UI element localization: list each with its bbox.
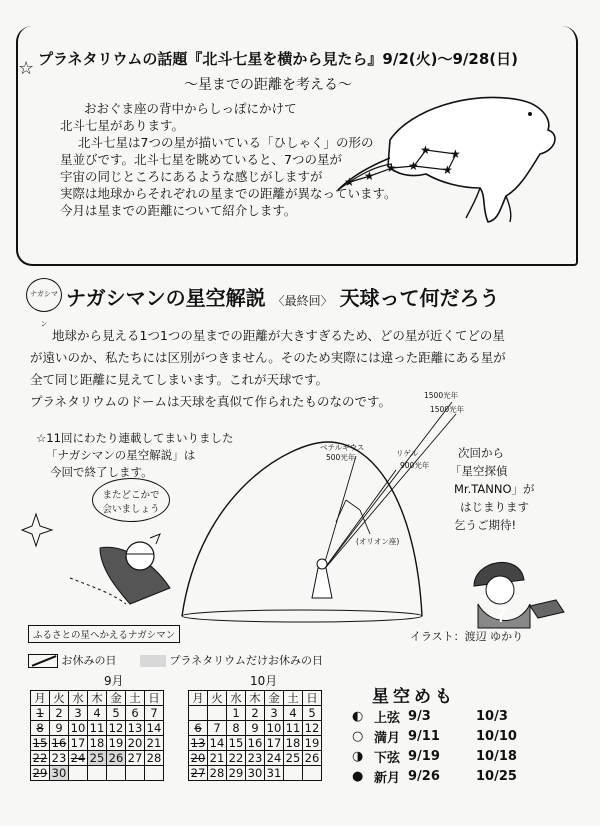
calendar-day (208, 706, 227, 721)
calendar-day: 6 (189, 721, 208, 736)
note-line: 今回で終了します。 (50, 465, 153, 479)
next-series-note (450, 444, 535, 534)
calendar-day: 16 (50, 736, 69, 751)
svg-text:★: ★ (386, 161, 397, 175)
calendar-day: 1 (31, 706, 50, 721)
topic-title: プラネタリウムの話題『北斗七星を横から見たら』9/2(火)～9/28(日) (38, 50, 518, 68)
moon-oct-date: 10/25 (476, 768, 517, 784)
moon-phase-icon: ◐ (352, 708, 364, 724)
label-orion: (オリオン座) (356, 537, 400, 546)
calendar-day: 29 (227, 766, 246, 781)
calendar-day: 16 (246, 736, 265, 751)
calendar-day: 24 (265, 751, 284, 766)
next-line: 次回から (458, 446, 504, 460)
weekday-header: 木 (246, 691, 265, 706)
moon-phase-row (352, 726, 536, 746)
moon-oct-date: 10/3 (476, 708, 508, 724)
moon-sept-date: 9/3 (408, 708, 431, 724)
illustration-credit: イラスト：渡辺 ゆかり (410, 630, 524, 643)
calendar-day: 3 (265, 706, 284, 721)
moon-sept-date: 9/11 (408, 728, 440, 744)
section-title-tag: 〈最終回〉 (272, 294, 333, 308)
calendar-day: 2 (246, 706, 265, 721)
label-rigel: リゲル (396, 449, 419, 458)
dome-diagram (160, 372, 465, 620)
calendar-day: 10 (69, 721, 88, 736)
weekday-header: 火 (50, 691, 69, 706)
topic-line: 北斗七星があります。 (60, 118, 185, 133)
calendar-day: 4 (88, 706, 107, 721)
section-title (66, 282, 500, 311)
calendar-day: 26 (107, 751, 126, 766)
moon-phase-list (352, 706, 536, 786)
section-title-main: ナガシマンの星空解説 (66, 286, 266, 310)
great-bear-illustration (330, 70, 560, 250)
planetarium-closed-swatch (140, 655, 166, 667)
oct-label: 10月 (250, 674, 278, 688)
calendar-day: 4 (284, 706, 303, 721)
section-title-sub: 天球って何だろう (339, 286, 500, 310)
moon-phase-name: 満月 (374, 730, 401, 746)
next-line: Mr.TANNO」が (454, 482, 535, 496)
sept-label: 9月 (104, 674, 124, 688)
calendar-day: 7 (145, 706, 164, 721)
nagashiman-badge: ナガシマン (26, 278, 62, 312)
calendar-day: 28 (145, 751, 164, 766)
calendar-day: 8 (227, 721, 246, 736)
calendar-day: 30 (246, 766, 265, 781)
calendar-day: 5 (303, 706, 322, 721)
moon-sept-date: 9/26 (408, 768, 440, 784)
calendar-day: 12 (107, 721, 126, 736)
calendar-day: 22 (227, 751, 246, 766)
calendar-day: 24 (69, 751, 88, 766)
note-line: 「ナガシマンの星空解説」は (46, 448, 196, 462)
detective-illustration (460, 546, 570, 628)
calendar-day (189, 706, 208, 721)
legend-planetarium-closed (140, 652, 323, 668)
calendar-day (126, 766, 145, 781)
next-line: 乞うご期待! (454, 518, 517, 532)
section-line: プラネタリウムのドームは天球を真似て作られたものなのです。 (30, 394, 392, 409)
moon-phase-name: 新月 (374, 770, 401, 786)
calendar-day (284, 766, 303, 781)
calendar-day: 15 (227, 736, 246, 751)
calendar-day: 22 (31, 751, 50, 766)
moon-phase-name: 下弦 (374, 750, 401, 766)
calendar-day: 9 (50, 721, 69, 736)
calendar-day: 20 (189, 751, 208, 766)
legend-closed-label: お休みの日 (61, 654, 117, 667)
weekday-header: 水 (69, 691, 88, 706)
weekday-header: 月 (189, 691, 208, 706)
calendar-day: 23 (246, 751, 265, 766)
moon-memo-title: 星空めも (372, 687, 456, 707)
moon-phase-row (352, 746, 536, 766)
topic-line: 今月は星までの距離について紹介します。 (60, 203, 297, 218)
character-caption: ふるさとの星へかえるナガシマン (28, 625, 180, 643)
moon-oct-date: 10/10 (476, 728, 517, 744)
nagashiman-illustration (30, 508, 190, 618)
calendar-day: 8 (31, 721, 50, 736)
moon-phase-icon: ● (352, 768, 364, 784)
label-rigel-dist: 900光年 (400, 461, 430, 470)
calendar-day (107, 766, 126, 781)
moon-phase-icon: ◑ (352, 748, 364, 764)
calendar-day: 30 (50, 766, 69, 781)
weekday-header: 火 (208, 691, 227, 706)
calendar-day: 18 (284, 736, 303, 751)
calendar-day: 17 (69, 736, 88, 751)
topic-line: 星並びです。北斗七星を眺めていると、7つの星が (60, 152, 342, 167)
calendar-day: 18 (88, 736, 107, 751)
section-line: が遠いのか、私たちには区別がつきません。そのため実際には違った距離にある星が (30, 350, 506, 365)
weekday-header: 土 (126, 691, 145, 706)
sept-calendar (30, 690, 164, 781)
calendar-day: 10 (265, 721, 284, 736)
label-bet-dist: 500光年 (326, 453, 356, 462)
calendar-day: 7 (208, 721, 227, 736)
calendar-day: 12 (303, 721, 322, 736)
moon-phase-name: 上弦 (374, 710, 401, 726)
topic-line: 北斗七星は7つの星が描いている「ひしゃく」の形の (78, 135, 374, 150)
calendar-day: 31 (265, 766, 284, 781)
svg-text:★: ★ (450, 147, 461, 161)
calendar-day: 1 (227, 706, 246, 721)
calendar-day: 21 (208, 751, 227, 766)
calendar-day: 17 (265, 736, 284, 751)
calendar-day: 11 (284, 721, 303, 736)
bubble-line: 会いましょう (102, 504, 160, 515)
topic-subtitle: ～星までの距離を考える～ (184, 77, 352, 93)
calendar-day: 11 (88, 721, 107, 736)
section-line: 地球から見える1つ1つの星までの距離が大きすぎるため、どの星が近くてどの星 (52, 328, 505, 343)
moon-phase-icon: ○ (352, 728, 364, 744)
next-line: 「星空探偵 (450, 464, 508, 478)
calendar-day: 6 (126, 706, 145, 721)
svg-text:★: ★ (364, 169, 375, 183)
calendar-day: 23 (50, 751, 69, 766)
calendar-day: 21 (145, 736, 164, 751)
calendar-day: 25 (284, 751, 303, 766)
label-far2: 1500光年 (430, 405, 465, 414)
weekday-header: 日 (303, 691, 322, 706)
label-far1: 1500光年 (424, 391, 459, 400)
legend-planetarium-closed-label: プラネタリウムだけお休みの日 (169, 654, 324, 667)
calendar-day: 27 (189, 766, 208, 781)
weekday-header: 木 (88, 691, 107, 706)
weekday-header: 日 (145, 691, 164, 706)
weekday-header: 水 (227, 691, 246, 706)
topic-line: おおぐま座の背中からしっぽにかけて (84, 101, 297, 116)
calendar-day (145, 766, 164, 781)
calendar-day: 2 (50, 706, 69, 721)
calendar-day: 9 (246, 721, 265, 736)
calendar-day: 14 (145, 721, 164, 736)
final-note (36, 430, 233, 481)
calendar-day: 19 (107, 736, 126, 751)
weekday-header: 月 (31, 691, 50, 706)
moon-oct-date: 10/18 (476, 748, 517, 764)
weekday-header: 土 (284, 691, 303, 706)
svg-text:★: ★ (420, 143, 431, 157)
moon-sept-date: 9/19 (408, 748, 440, 764)
calendar-day: 26 (303, 751, 322, 766)
calendar-day: 28 (208, 766, 227, 781)
calendar-day: 25 (88, 751, 107, 766)
calendar-day (69, 766, 88, 781)
section-line: 全て同じ距離に見えてしまいます。これが天球です。 (30, 372, 329, 387)
calendar-day: 27 (126, 751, 145, 766)
closed-swatch (28, 654, 58, 668)
calendar-day: 19 (303, 736, 322, 751)
moon-phase-row (352, 706, 536, 726)
bubble-line: またどこかで (102, 490, 160, 501)
calendar-day: 13 (126, 721, 145, 736)
star-icon: ☆ (18, 58, 35, 79)
svg-text:?: ? (496, 603, 507, 627)
next-line: はじまります (460, 500, 529, 514)
legend-closed (28, 652, 117, 668)
topic-line: 宇宙の同じところにあるような感じがしますが (60, 169, 323, 184)
calendar-day: 14 (208, 736, 227, 751)
weekday-header: 金 (107, 691, 126, 706)
weekday-header: 金 (265, 691, 284, 706)
calendar-day (303, 766, 322, 781)
calendar-day (88, 766, 107, 781)
oct-calendar (188, 690, 322, 781)
svg-text:★: ★ (442, 163, 453, 177)
svg-text:★: ★ (344, 175, 355, 189)
calendar-day: 3 (69, 706, 88, 721)
calendar-day: 20 (126, 736, 145, 751)
calendar-day: 13 (189, 736, 208, 751)
label-betelgeuse: ベテルギウス (320, 443, 365, 452)
calendar-day: 5 (107, 706, 126, 721)
moon-phase-row (352, 766, 536, 786)
svg-text:★: ★ (408, 159, 419, 173)
calendar-day: 15 (31, 736, 50, 751)
topic-line: 実際は地球からそれぞれの星までの距離が異なっています。 (60, 186, 397, 201)
note-line: ☆11回にわたり連載してまいりました (36, 431, 234, 445)
calendar-day: 29 (31, 766, 50, 781)
